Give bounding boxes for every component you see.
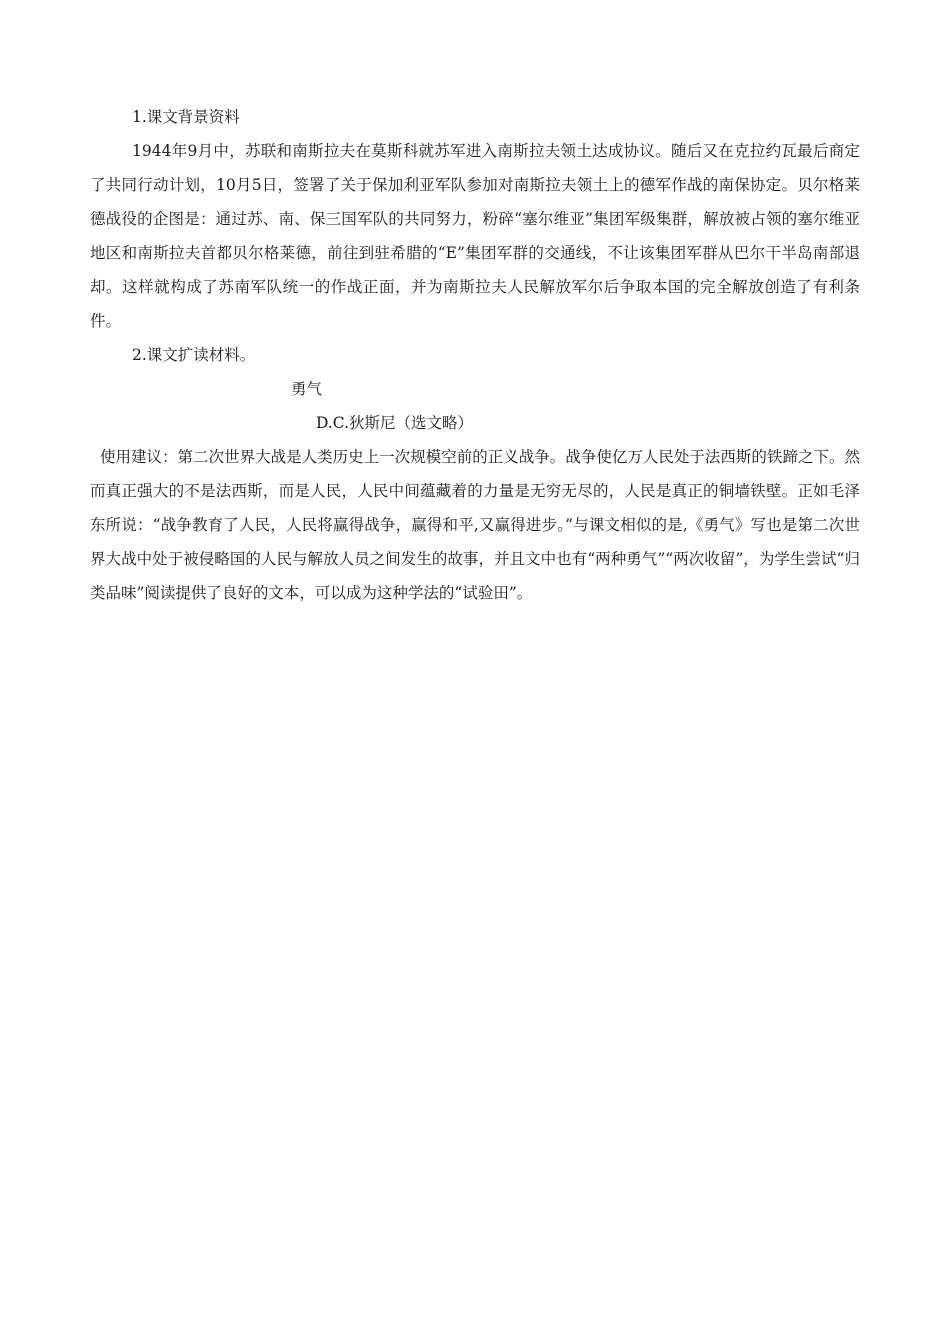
section1-paragraph: 1944年9月中，苏联和南斯拉夫在莫斯科就苏军进入南斯拉夫领土达成协议。随后又在克拉约瓦最后商定了共同行动计划，10月5日，签署了关于保加利亚军队参加对南斯拉夫领土上的德军作战的南保协定。贝尔格莱德战役的企图是：通过苏、南、保三国军队的共同努力，粉碎“塞尔维亚”集团军级集群，解放被占领的塞尔维亚地区和南斯拉夫首都贝尔格莱德，前往到驻希腊的“E”集团军群的交通线，不让该集团军群从巴尔干半岛南部退却。这样就构成了苏南军队统一的作战正面，并为南斯拉夫人民解放军尔后争取本国的完全解放创造了有利条件。	[90, 142, 860, 330]
section2-heading: 2.课文扩读材料。	[132, 346, 256, 364]
usage-suggestion-paragraph: 使用建议：第二次世界大战是人类历史上一次规模空前的正义战争。战争使亿万人民处于法西斯的铁蹄之下。然而真正强大的不是法西斯，而是人民，人民中间蕴藏着的力量是无穷无尽的，人民是真正的铜墙铁壁。正如毛泽东所说：“战争教育了人民，人民将赢得战争，赢得和平,又赢得进步。”与课文相似的是,《勇气》写也是第二次世界大战中处于被侵略国的人民与解放人员之间发生的故事，并且文中也有“两种勇气”“两次收留”，为学生尝试“归类品味”阅读提供了良好的文本，可以成为这种学法的“试验田”。	[90, 448, 860, 602]
section1-heading: 1.课文背景资料	[132, 108, 240, 126]
reading-author: D.C.狄斯尼（选文略）	[316, 414, 474, 432]
document-page	[90, 100, 860, 610]
reading-title: 勇气	[291, 380, 323, 398]
